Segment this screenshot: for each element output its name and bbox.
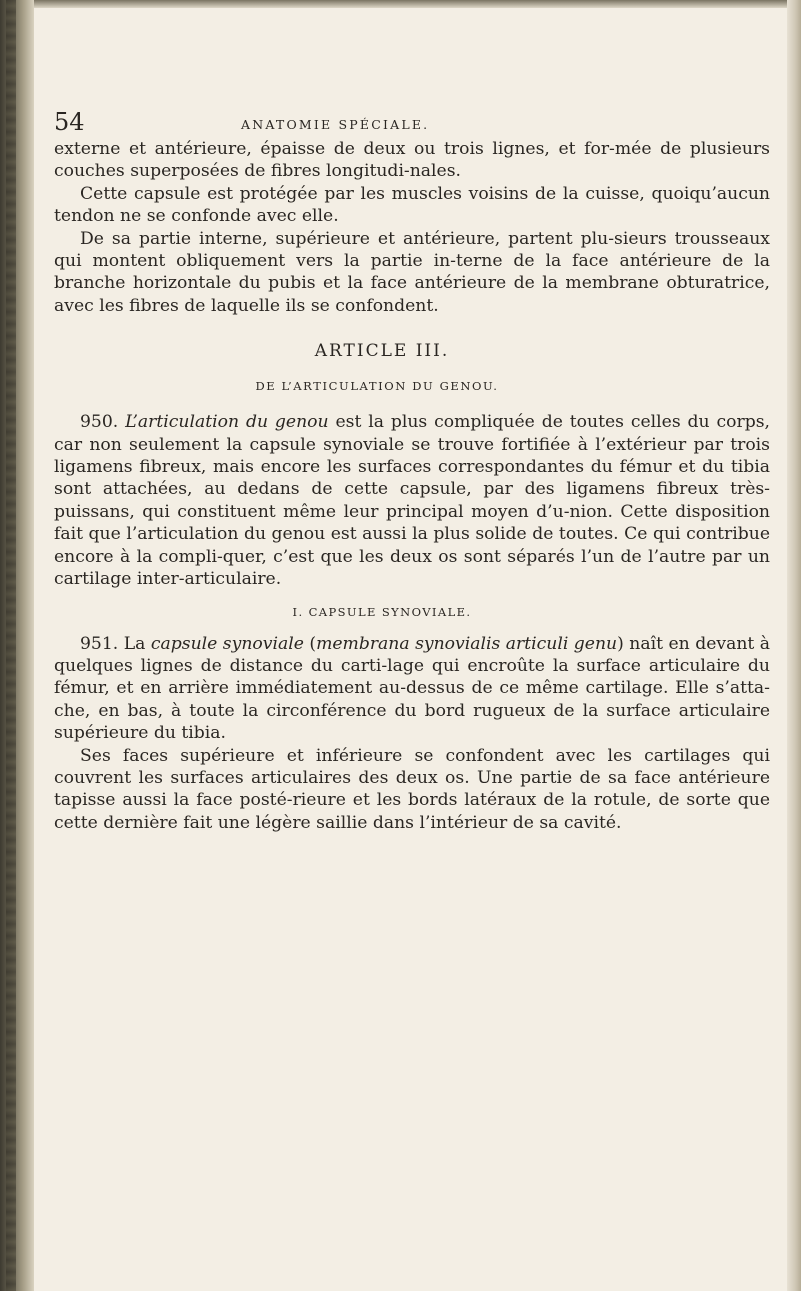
italic-term: L’articulation du genou	[125, 412, 329, 433]
book-binding	[0, 0, 34, 1291]
page-number: 54	[54, 108, 85, 136]
paragraph-text: naît en devant à quelques lignes de distance du carti-lage qui encroûte la surface articulaire du fémur, et en arrière immédiatement au-dessus de ce même cartilage. Elle s’atta-che, en bas, à toute la circonférence du bord rugueux de la surface articulaire supérieure du tibia.	[54, 633, 771, 744]
paragraph-faces: Ses faces supérieure et inférieure se confondent avec les cartilages qui couvrent les surfaces articulaires des deux os. Une partie de sa face antérieure tapisse aussi la face posté-rieure et les bords latéraux de la rotule, de sorte que cette dernière fait une légère saillie dans l’intérieur de sa cavité.	[54, 745, 770, 833]
paragraph-capsule-protection: Cette capsule est protégée par les muscles voisins de la cuisse, quoiqu’aucun tendon ne se confonde avec elle.	[54, 183, 770, 227]
paragraph-trousseaux: De sa partie interne, supérieure et antérieure, partent plu-sieurs trousseaux qui montent obliquement vers la partie in-terne de la face antérieure de la branche horizontale du pubis et la face antérieure de la membrane obturatrice, avec les fibres de laquelle ils se confondent.	[54, 228, 770, 316]
paragraph-text: est la plus compliquée de toutes celles du corps, car non seulement la capsule synoviale se trouve fortifiée à l’extérieur par trois ligamens fibreux, mais encore les surfaces correspondantes du fémur et du tibia sont attachées, au dedans de cette capsule, par des ligamens fibreux très-puissans, qui constituent même leur principal moyen d’u-nion. Cette disposition fait que l’articulation du genou est aussi la plus solide de toutes. Ce qui contribue encore à la compli-quer, c’est que les deux os sont séparés l’un de l’autre par un cartilage inter-articulaire.	[54, 412, 770, 590]
book-page	[54, 108, 770, 834]
running-title: ANATOMIE SPÉCIALE.	[241, 117, 430, 132]
page-right-edge	[787, 0, 801, 1291]
spacer	[54, 393, 770, 411]
paragraph-number: 950.	[80, 412, 119, 433]
paragraph-951	[54, 633, 770, 745]
paren-close: )	[617, 633, 624, 654]
paren-open: (	[303, 633, 317, 654]
italic-latin-term: membrana synovialis articuli genu	[316, 633, 618, 654]
paragraph-950	[54, 411, 770, 590]
italic-term: capsule synoviale	[150, 633, 304, 654]
text-pre: La	[118, 633, 151, 654]
paragraph-continued: externe et antérieure, épaisse de deux ou trois lignes, et for-mée de plusieurs couches superposées de fibres longitudi-nales.	[54, 139, 770, 182]
page-top-edge	[0, 0, 801, 8]
paragraph-number: 951.	[80, 633, 119, 654]
page-header	[54, 108, 770, 138]
article-heading: ARTICLE III.	[314, 341, 450, 362]
section-heading: I. CAPSULE SYNOVIALE.	[292, 604, 472, 619]
binding-strip	[6, 0, 16, 1291]
article-subheading: DE L’ARTICULATION DU GENOU.	[255, 379, 499, 394]
